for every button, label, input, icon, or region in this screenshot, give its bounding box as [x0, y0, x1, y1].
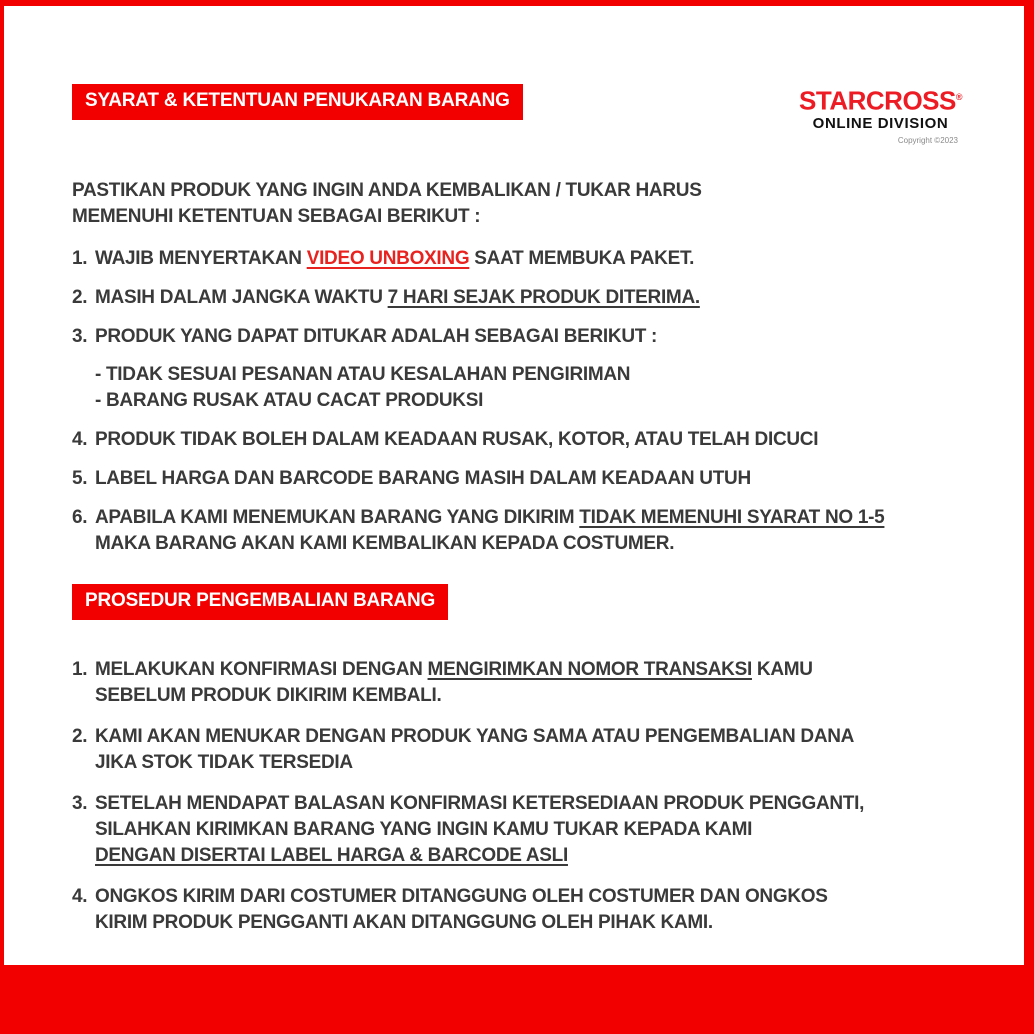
terms-section-badge: SYARAT & KETENTUAN PENUKARAN BARANG [72, 84, 523, 120]
item-text: MASIH DALAM JANGKA WAKTU 7 HARI SEJAK PRODUK DITERIMA. [95, 286, 700, 308]
item-number: 2. [72, 286, 88, 308]
terms-item-6 [72, 505, 1024, 557]
item-text: PRODUK YANG DAPAT DITUKAR ADALAH SEBAGAI BERIKUT : - TIDAK SESUAI PESANAN ATAU KESALAHAN PENGIRIMAN - BARANG RUSAK ATAU CACAT PRODUKSI [95, 325, 658, 411]
item-text: KAMI AKAN MENUKAR DENGAN PRODUK YANG SAMA ATAU PENGEMBALIAN DANA JIKA STOK TIDAK TERSEDIA [95, 725, 855, 773]
terms-item-5 [72, 466, 1024, 492]
item-number: 4. [72, 885, 88, 907]
intro-line-1: PASTIKAN PRODUK YANG INGIN ANDA KEMBALIKAN / TUKAR HARUS [72, 179, 702, 201]
terms-list [72, 246, 1024, 557]
item-number: 2. [72, 725, 88, 747]
header-row [72, 84, 1024, 145]
item-text: SETELAH MENDAPAT BALASAN KONFIRMASI KETERSEDIAAN PRODUK PENGGANTI, SILAHKAN KIRIMKAN BARANG YANG INGIN KAMU TUKAR KEPADA KAMI DENGAN DISERTAI LABEL HARGA & BARCODE ASLI [95, 792, 865, 866]
procedure-item-2 [72, 724, 1024, 776]
logo-division-text: ONLINE DIVISION [812, 114, 949, 132]
item-number: 1. [72, 247, 88, 269]
procedure-item-1 [72, 657, 1024, 709]
item-number: 4. [72, 428, 88, 450]
item-text: PRODUK TIDAK BOLEH DALAM KEADAAN RUSAK, KOTOR, ATAU TELAH DICUCI [95, 428, 819, 450]
terms-item-4 [72, 427, 1024, 453]
item-text: WAJIB MENYERTAKAN VIDEO UNBOXING SAAT MEMBUKA PAKET. [95, 247, 695, 269]
procedure-item-3 [72, 791, 1024, 869]
item-text: LABEL HARGA DAN BARCODE BARANG MASIH DALAM KEADAAN UTUH [95, 467, 751, 489]
registered-mark: ® [955, 92, 962, 102]
item-number: 6. [72, 506, 88, 528]
intro-line-2: MEMENUHI KETENTUAN SEBAGAI BERIKUT : [72, 205, 481, 227]
item-number: 5. [72, 467, 88, 489]
item-text: MELAKUKAN KONFIRMASI DENGAN MENGIRIMKAN NOMOR TRANSAKSI KAMU SEBELUM PRODUK DIKIRIM KEMBALI. [95, 658, 813, 706]
item-number: 3. [72, 325, 88, 347]
procedure-section-badge: PROSEDUR PENGEMBALIAN BARANG [72, 584, 448, 620]
logo-copyright-text: Copyright ©2023 [897, 135, 958, 145]
intro-paragraph [72, 178, 1024, 230]
procedure-item-4 [72, 884, 1024, 936]
terms-item-3 [72, 324, 1024, 414]
item-text: APABILA KAMI MENEMUKAN BARANG YANG DIKIRIM TIDAK MEMENUHI SYARAT NO 1-5 MAKA BARANG AKAN KAMI KEMBALIKAN KEPADA COSTUMER. [95, 506, 885, 554]
procedure-list [72, 657, 1024, 936]
terms-item-1 [72, 246, 1024, 272]
terms-item-2 [72, 285, 1024, 311]
item-number: 3. [72, 792, 88, 814]
logo-brand-text [799, 84, 962, 114]
starcross-logo [799, 84, 962, 145]
logo-brand-name: STARCROSS [799, 85, 956, 116]
poster-page [4, 6, 1024, 965]
item-text: ONGKOS KIRIM DARI COSTUMER DITANGGUNG OLEH COSTUMER DAN ONGKOS KIRIM PRODUK PENGGANTI AKAN DITANGGUNG OLEH PIHAK KAMI. [95, 885, 828, 933]
item-number: 1. [72, 658, 88, 680]
